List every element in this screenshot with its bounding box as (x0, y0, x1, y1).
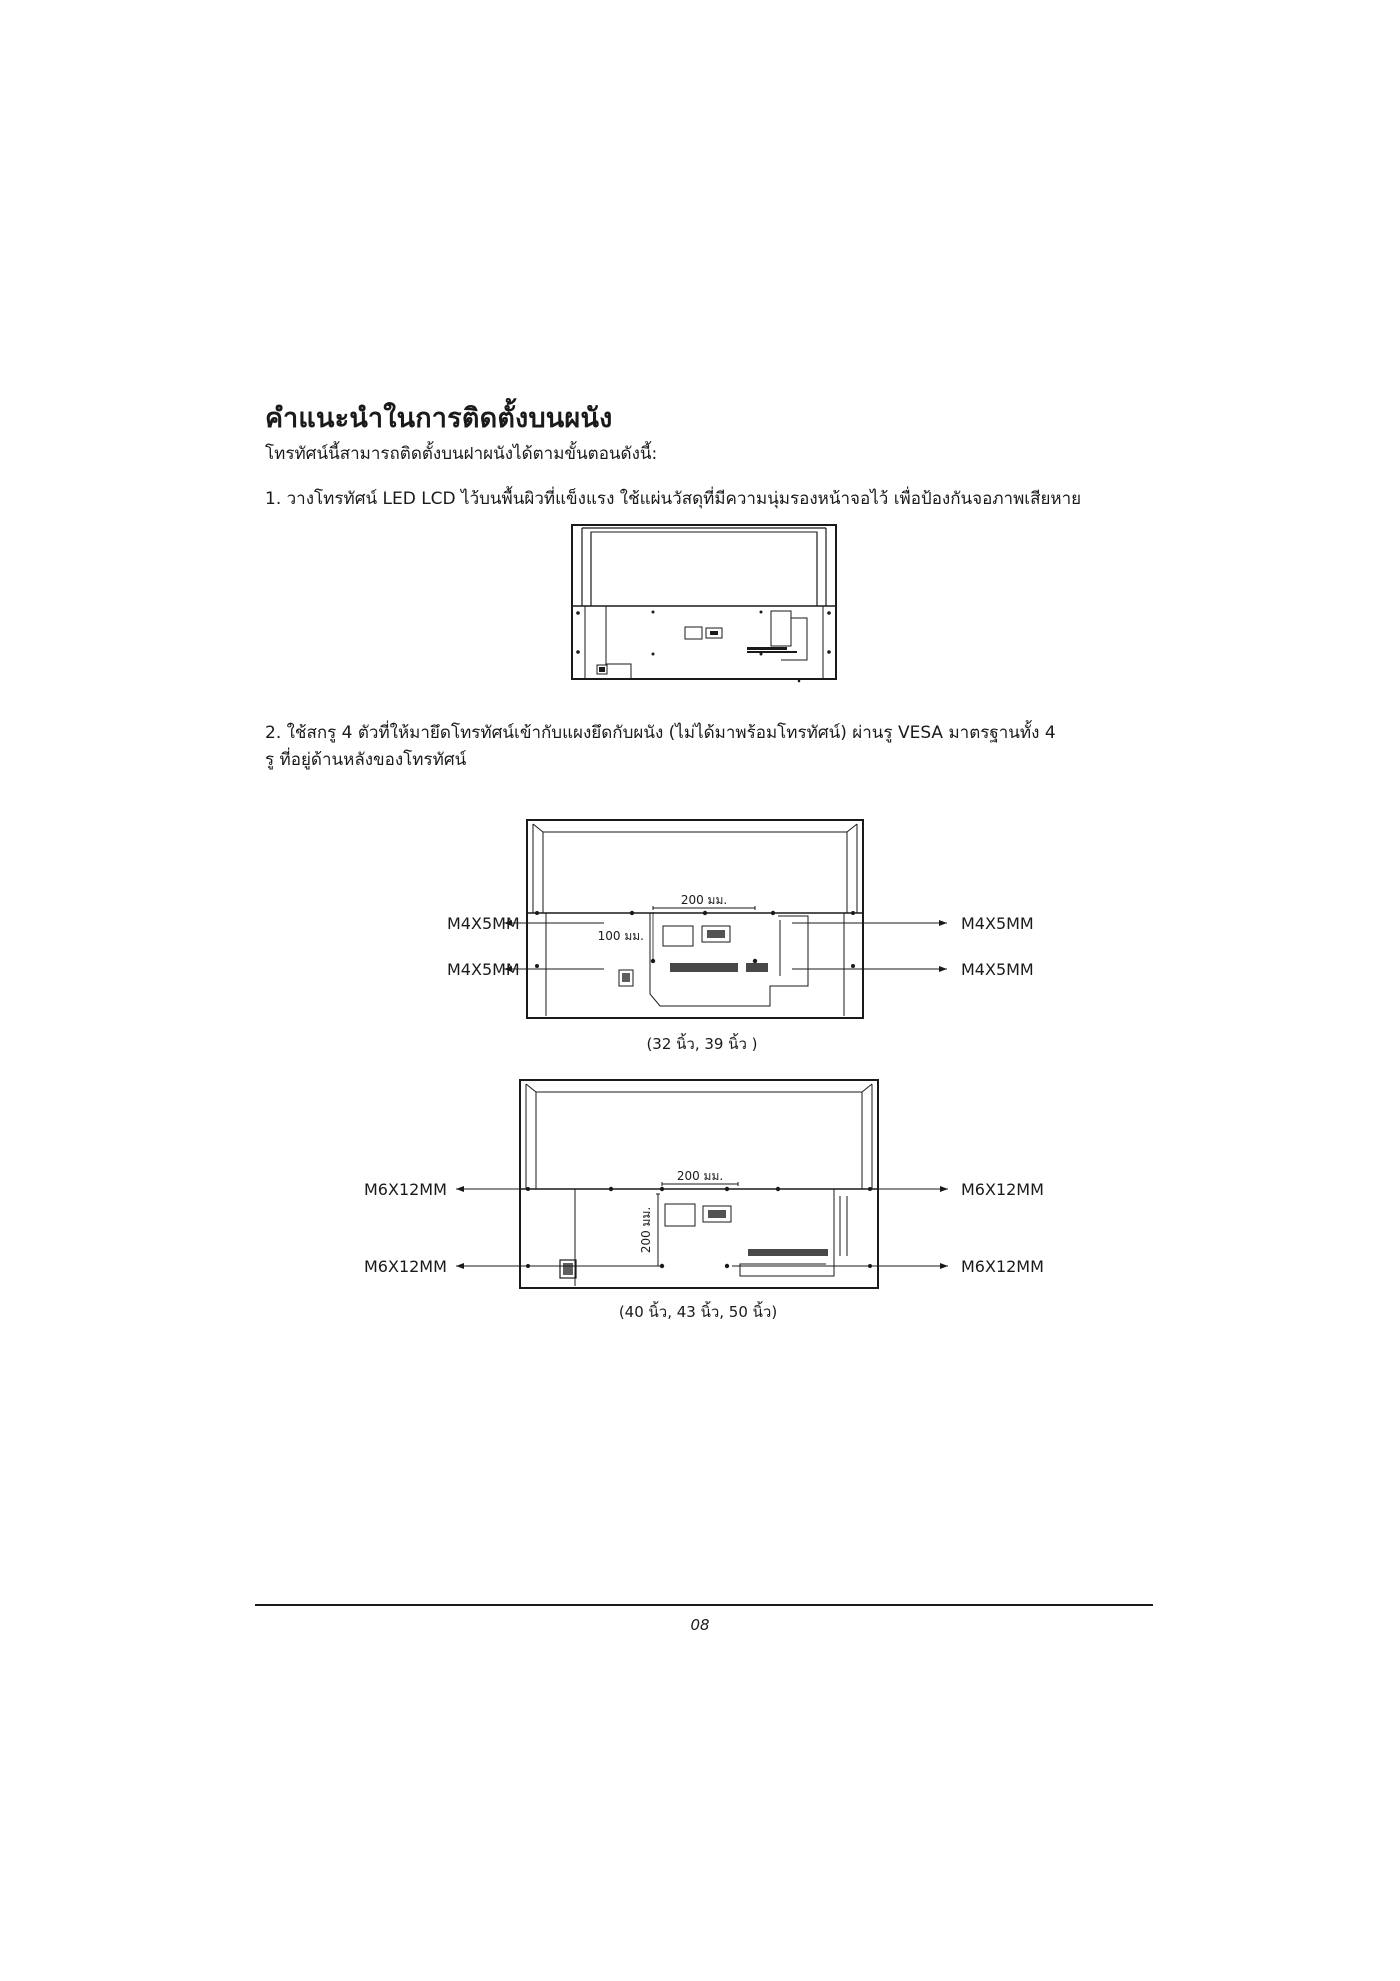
dim-vertical-label: 100 มม. (597, 929, 644, 943)
figure-caption-small: (32 นิ้ว, 39 นิ้ว ) (646, 1035, 758, 1053)
screw-label-top-left: M6X12MM (364, 1180, 447, 1199)
step-2-text: 2. ใช้สกรู 4 ตัวที่ให้มายึดโทรทัศน์เข้ากับแผงยึดกับผนัง (ไม่ได้มาพร้อมโทรทัศน์) ผ่านรู VESA มาตรฐานทั้ง 4 รู ที่อยู่ด้านหลังของโทรทัศน์ (265, 723, 1056, 770)
tv-rear-view-figure (571, 524, 837, 682)
dim-horizontal-label: 200 มม. (676, 1169, 724, 1183)
screw-label-bottom-left: M6X12MM (364, 1257, 447, 1276)
vesa-diagram-32-39-inch (360, 816, 1060, 1056)
screw-label-bottom-right: M4X5MM (961, 960, 1034, 979)
page-number: 08 (690, 1616, 710, 1634)
intro-text: โทรทัศน์นี้สามารถติดตั้งบนฝาผนังได้ตามขั้นตอนดังนี้: (265, 444, 658, 464)
step-1-text: 1. วางโทรทัศน์ LED LCD ไว้บนพื้นผิวที่แข็งแรง ใช้แผ่นวัสดุที่มีความนุ่มรองหน้าจอไว้ เพื่อป้องกันจอภาพเสียหาย (265, 489, 1082, 509)
screw-label-bottom-left: M4X5MM (447, 960, 520, 979)
footer-divider (255, 1604, 1153, 1606)
screw-label-bottom-right: M6X12MM (961, 1257, 1044, 1276)
figure-caption-large: (40 นิ้ว, 43 นิ้ว, 50 นิ้ว) (618, 1303, 778, 1321)
screw-label-top-right: M4X5MM (961, 914, 1034, 933)
screw-label-top-right: M6X12MM (961, 1180, 1044, 1199)
page-title: คำแนะนำในการติดตั้งบนผนัง (265, 403, 613, 434)
dim-vertical-label: 200 มม. (639, 1206, 653, 1254)
screw-label-top-left: M4X5MM (447, 914, 520, 933)
dim-horizontal-label: 200 มม. (680, 893, 728, 907)
vesa-diagram-40-43-50-inch (360, 1076, 1060, 1324)
